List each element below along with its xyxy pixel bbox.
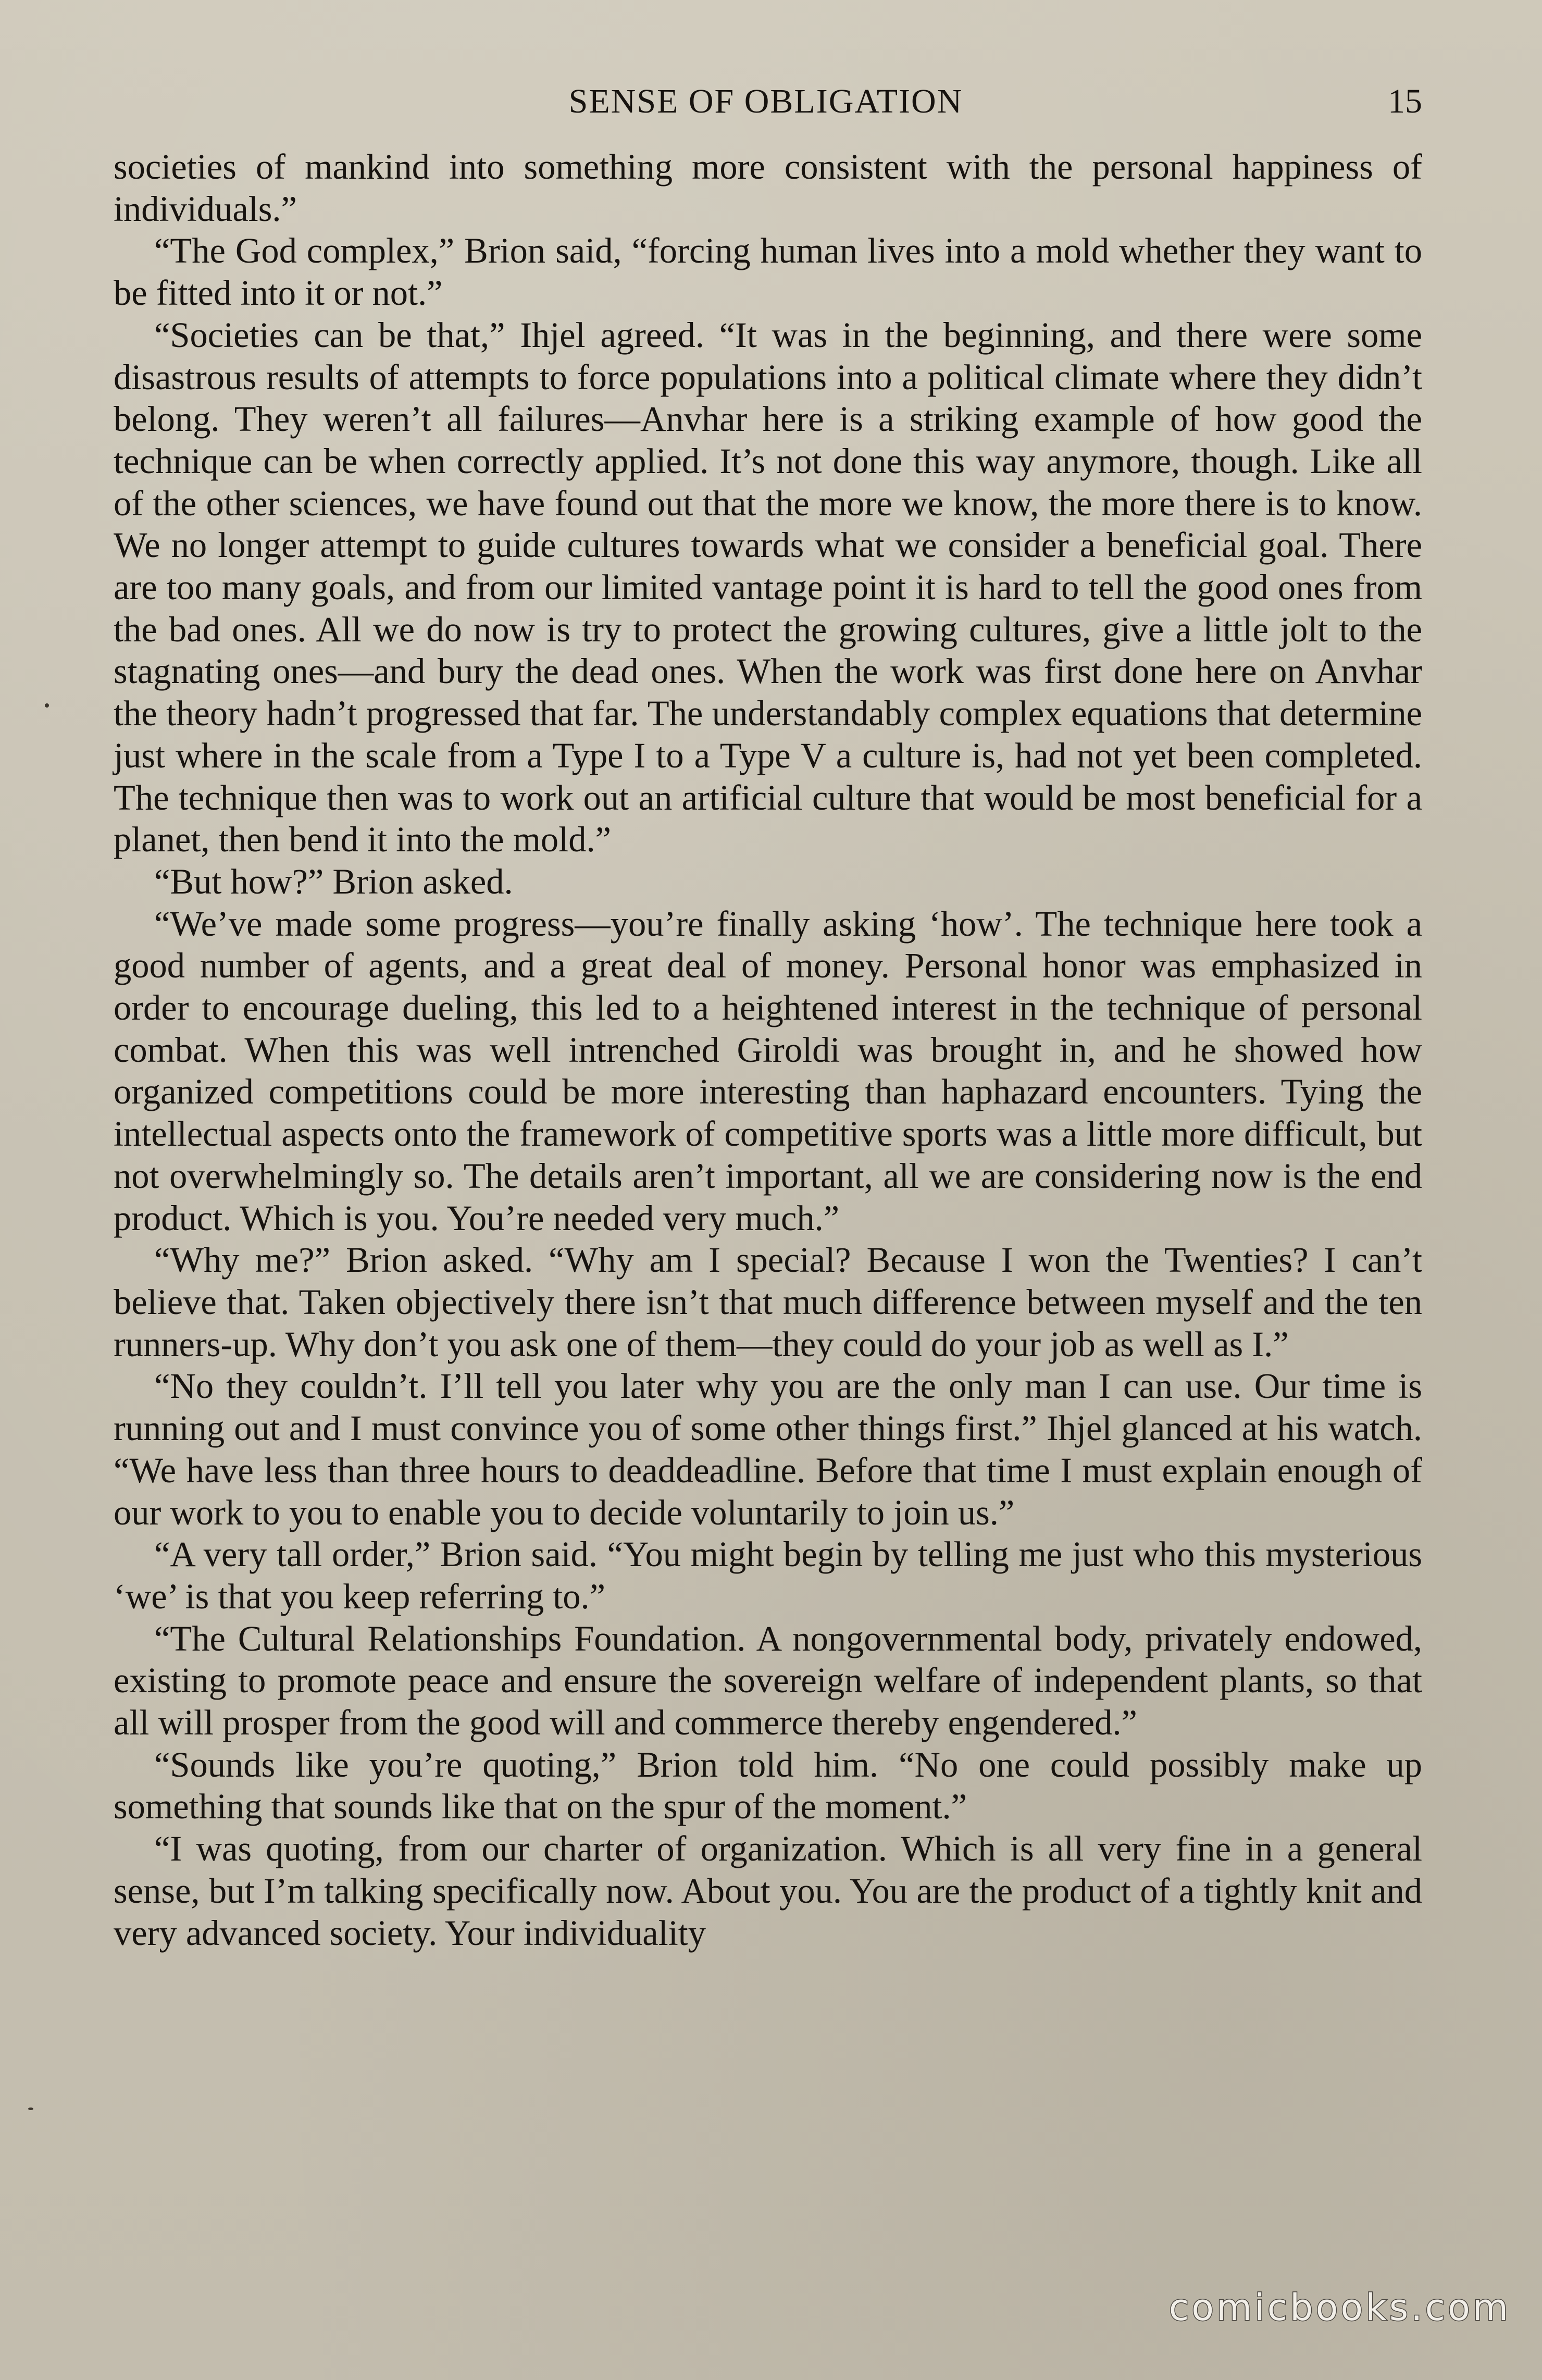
paragraph-1: societies of mankind into something more consistent with the personal happiness of individuals.” <box>114 147 1422 229</box>
paragraph-7: “No they couldn’t. I’ll tell you later why you are the only man I can use. Our time is running out and I must convince you of some other things first.” Ihjel glanced at his watch. “We have less than three hours to deaddeadline. Before that time I must explain enough of our work to you to enable you to decide voluntarily to join us.” <box>114 1366 1422 1532</box>
paragraph-5: “We’ve made some progress—you’re finally asking ‘how’. The technique here took a good number of agents, and a great deal of money. Personal honor was emphasized in order to encourage dueling, this led to a heightened interest in the technique of personal combat. When this was well intrenched Giroldi was brought in, and he showed how organized competitions could be more interesting than haphazard encounters. Tying the intellectual aspects onto the framework of competitive sports was a little more difficult, but not overwhelmingly so. The details aren’t important, all we are considering now is the end product. Which is you. You’re needed very much.” <box>114 903 1422 1238</box>
paragraph-10: “Sounds like you’re quoting,” Brion told him. “No one could possibly make up something that sounds like that on the spur of the moment.” <box>114 1744 1422 1827</box>
page-number: 15 <box>1388 82 1422 120</box>
running-head <box>109 78 1422 125</box>
running-title: SENSE OF OBLIGATION <box>568 82 963 120</box>
body-text <box>114 146 1422 1954</box>
paragraph-8: “A very tall order,” Brion said. “You might begin by telling me just who this mysterious ‘we’ is that you keep referring to.” <box>114 1534 1422 1616</box>
paragraph-2: “The God complex,” Brion said, “forcing human lives into a mold whether they want to be fitted into it or not.” <box>114 231 1422 313</box>
print-speck <box>28 2108 33 2110</box>
paragraph-9: “The Cultural Relationships Foundation. A nongovernmental body, privately endowed, existing to promote peace and ensure the sovereign welfare of independent plants, so that all will prosper from the good will and commerce thereby engendered.” <box>114 1618 1422 1743</box>
paragraph-3: “Societies can be that,” Ihjel agreed. “It was in the beginning, and there were some disastrous results of attempts to force populations into a political climate where they didn’t belong. They weren’t all failures—Anvhar here is a striking example of how good the technique can be when correctly applied. It’s not done this way anymore, though. Like all of the other sciences, we have found out that the more we know, the more there is to know. We no longer attempt to guide cultures towards what we consider a beneficial goal. There are too many goals, and from our limited vantage point it is hard to tell the good ones from the bad ones. All we do now is try to protect the growing cultures, give a little jolt to the stagnating ones—and bury the dead ones. When the work was first done here on Anvhar the theory hadn’t progressed that far. The understandably complex equations that determine just where in the scale from a Type I to a Type V a culture is, had not yet been completed. The technique then was to work out an artificial culture that would be most beneficial for a planet, then bend it into the mold.” <box>114 315 1422 860</box>
paragraph-6: “Why me?” Brion asked. “Why am I special? Because I won the Twenties? I can’t believe that. Taken objectively there isn’t that much difference between myself and the ten runners-up. Why don’t you ask one of them—they could do your job as well as I.” <box>114 1240 1422 1364</box>
watermark-logo: comicbooks.com <box>1168 2286 1511 2329</box>
paragraph-11: “I was quoting, from our charter of organization. Which is all very fine in a general sense, but I’m talking specifically now. About you. You are the product of a tightly knit and very advanced society. Your individuality <box>114 1829 1422 1953</box>
paragraph-4: “But how?” Brion asked. <box>154 861 513 901</box>
print-speck <box>45 703 49 708</box>
